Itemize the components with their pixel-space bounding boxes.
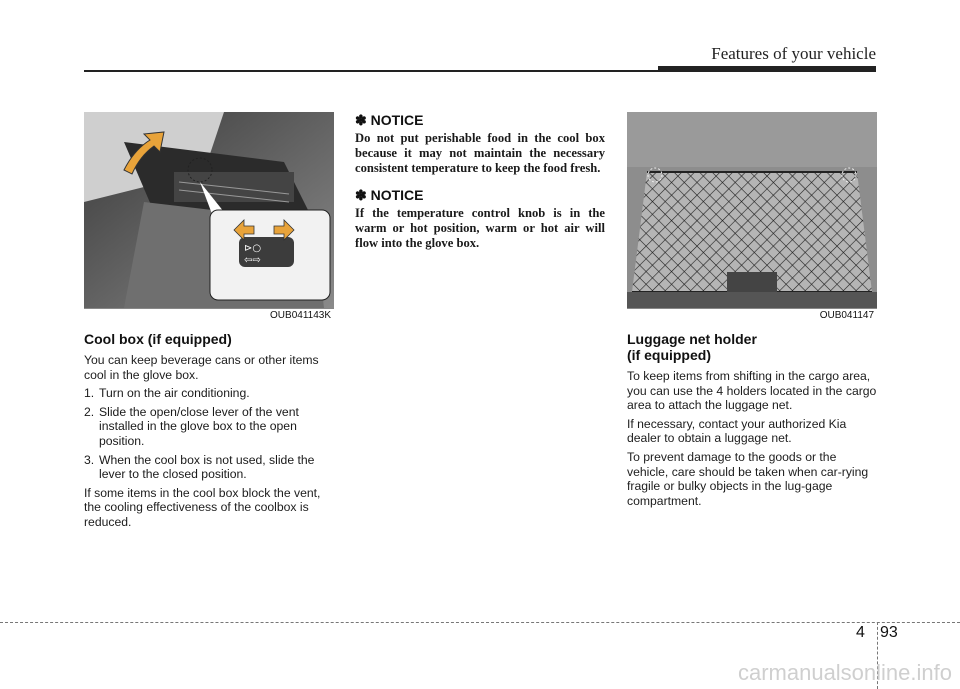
footer-rule <box>0 622 960 623</box>
list-item <box>84 405 334 449</box>
list-number: 1. <box>84 386 95 401</box>
list-item <box>84 453 334 482</box>
figure-caption-bar <box>627 308 877 323</box>
notice-title: ✽ NOTICE <box>355 186 424 203</box>
glove-box-vent-photo <box>84 112 334 308</box>
outro-paragraph: If some items in the cool box block the vent, the cooling effectiveness of the coolbox is reduced. <box>84 485 321 529</box>
list-item <box>84 386 334 401</box>
intro-paragraph: You can keep beverage cans or other items cool in the glove box. <box>84 353 319 382</box>
list-number: 2. <box>84 404 95 419</box>
list-text: Slide the open/close lever of the vent installed in the glove box to the open position. <box>99 404 299 448</box>
notice-text: If the temperature control knob is in the warm or hot position, warm or hot air will flow into the glove box. <box>355 205 605 251</box>
heading-line: (if equipped) <box>627 347 711 363</box>
chapter-number: 4 <box>856 624 865 641</box>
body-paragraph: To prevent damage to the goods or the vehicle, care should be taken when car-rying fragile or bulky objects in the lug-gage compartment. <box>627 449 869 508</box>
body-paragraph: To keep items from shifting in the cargo area, you can use the 4 holders located in the cargo area to attach the luggage net. <box>627 369 877 413</box>
heading-line: Luggage net holder <box>627 331 757 347</box>
list-number: 3. <box>84 452 95 467</box>
watermark: carmanualsonline.info <box>737 660 952 685</box>
list-text: When the cool box is not used, slide the lever to the closed position. <box>99 452 315 482</box>
header-title: Features of your vehicle <box>711 44 876 63</box>
svg-text:⊳○: ⊳○ <box>244 243 262 254</box>
section-heading: Cool box (if equipped) <box>84 331 232 347</box>
header-rule-accent <box>658 66 876 72</box>
notice-title: ✽ NOTICE <box>355 112 424 128</box>
notice-section <box>355 112 605 261</box>
figure-code: OUB041143K <box>267 309 334 322</box>
list-text: Turn on the air conditioning. <box>99 386 250 401</box>
luggage-net-photo <box>627 112 877 308</box>
figure-caption-bar <box>84 308 334 323</box>
figure-code: OUB041147 <box>817 309 877 322</box>
cool-box-section <box>84 112 334 534</box>
page-number: 93 <box>880 624 898 641</box>
body-paragraph: If necessary, contact your authorized Kia dealer to obtain a luggage net. <box>627 416 847 446</box>
luggage-net-section <box>627 112 877 512</box>
section-heading <box>627 331 877 363</box>
svg-text:⇦⇨: ⇦⇨ <box>244 255 261 266</box>
notice-text: Do not put perishable food in the cool box because it may not maintain the necessary consistent temperature to keep the food fresh. <box>355 131 605 176</box>
